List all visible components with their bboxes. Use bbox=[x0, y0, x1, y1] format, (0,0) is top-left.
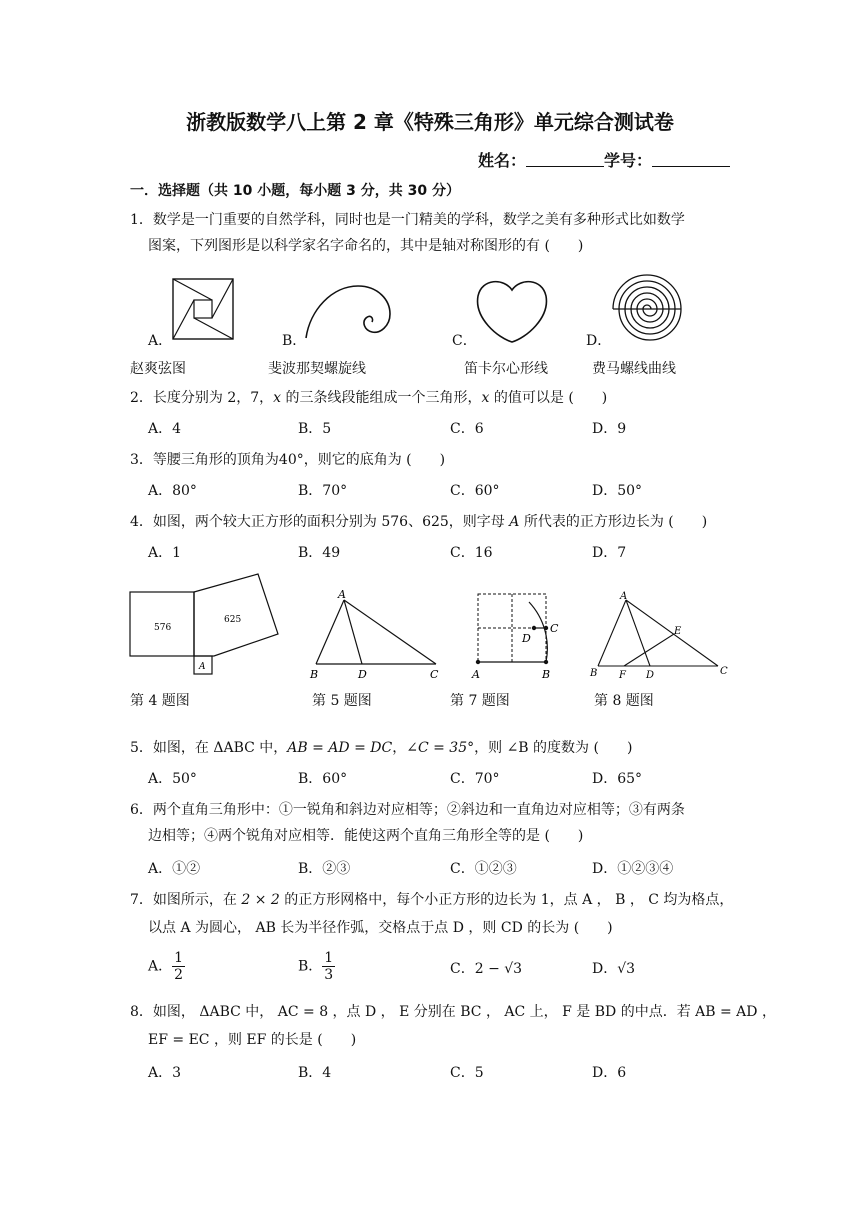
q5-option-c[interactable]: C．70° bbox=[450, 771, 500, 787]
q7-line1-pre: 7．如图所示，在 bbox=[130, 892, 242, 908]
q7-line1-post: 的正方形网格中，每个小正方形的边长为 1，点 A ， B ， C 均为格点， bbox=[279, 892, 734, 908]
name-blank[interactable] bbox=[526, 152, 604, 167]
q8-option-a[interactable]: A．3 bbox=[148, 1065, 182, 1081]
q2-option-c[interactable]: C．6 bbox=[450, 421, 484, 437]
q3-stem: 3．等腰三角形的顶角为40°，则它的底角为 ( ) bbox=[130, 452, 446, 468]
q1-caption-d: 费马螺线曲线 bbox=[592, 361, 676, 377]
page-title: 浙教版数学八上第 2 章《特殊三角形》单元综合测试卷 bbox=[186, 110, 674, 134]
q2-var-x-2: x bbox=[481, 390, 490, 406]
q7-line1 bbox=[130, 888, 733, 913]
q5-eq1: AB = AD = DC bbox=[287, 740, 393, 756]
q4-option-c[interactable]: C．16 bbox=[450, 545, 493, 561]
q7-option-c[interactable]: C．2 − √3 bbox=[450, 961, 523, 977]
q2-option-a[interactable]: A．4 bbox=[148, 421, 182, 437]
fig7-point-c: C bbox=[550, 622, 559, 635]
q2-option-d[interactable]: D．9 bbox=[592, 421, 627, 437]
fig8-point-d: D bbox=[646, 670, 655, 681]
fig8-caption: 第 8 题图 bbox=[594, 693, 654, 709]
q4-option-d[interactable]: D．7 bbox=[592, 545, 627, 561]
q7-option-b-fraction bbox=[322, 950, 335, 983]
q5-option-a[interactable]: A．50° bbox=[148, 771, 197, 787]
q7-line2: 以点 A 为圆心， AB 长为半径作弧，交格点于点 D ，则 CD 的长为 ( ) bbox=[148, 920, 613, 936]
q3-option-b[interactable]: B．70° bbox=[298, 483, 348, 499]
fig4-caption: 第 4 题图 bbox=[130, 693, 190, 709]
q1-option-b[interactable]: B． bbox=[282, 333, 307, 349]
q2-option-b[interactable]: B．5 bbox=[298, 421, 332, 437]
q3-option-a[interactable]: A．80° bbox=[148, 483, 197, 499]
q8-option-c[interactable]: C．5 bbox=[450, 1065, 484, 1081]
q4-stem-post: 所代表的正方形边长为 ( ) bbox=[519, 514, 708, 530]
q7-option-a-label: A． bbox=[148, 958, 173, 975]
q2-var-x: x bbox=[273, 390, 282, 406]
figure-7 bbox=[468, 586, 568, 682]
q7-option-b[interactable] bbox=[298, 950, 335, 983]
q8-line2: EF = EC ，则 EF 的长是 ( ) bbox=[148, 1032, 357, 1048]
fig8-point-c: C bbox=[720, 666, 728, 677]
q3-option-d[interactable]: D．50° bbox=[592, 483, 643, 499]
q7-b-numerator: 1 bbox=[324, 950, 334, 966]
q1-option-c[interactable]: C． bbox=[452, 333, 477, 349]
figure-4 bbox=[128, 568, 284, 680]
q5-eq2: ∠C = 35° bbox=[406, 740, 475, 756]
fig7-point-d: D bbox=[522, 632, 531, 645]
q2-stem-mid: 的三条线段能组成一个三角形， bbox=[281, 390, 482, 406]
q6-option-a[interactable]: A．①② bbox=[148, 861, 201, 877]
fig5-caption: 第 5 题图 bbox=[312, 693, 372, 709]
q6-line1: 6．两个直角三角形中：①一锐角和斜边对应相等；②斜边和一直角边对应相等；③有两条 bbox=[130, 802, 685, 818]
q1-caption-c: 笛卡尔心形线 bbox=[464, 361, 548, 377]
q7-option-a-fraction bbox=[172, 950, 185, 983]
q5-stem-post: ，则 ∠B 的度数为 ( ) bbox=[474, 740, 633, 756]
q2-stem-post: 的值可以是 ( ) bbox=[489, 390, 608, 406]
q7-option-b-label: B． bbox=[298, 958, 323, 975]
q4-stem bbox=[130, 510, 707, 535]
name-label: 姓名： bbox=[477, 151, 526, 170]
q1-line1: 1．数学是一门重要的自然学科，同时也是一门精美的学科，数学之美有多种形式比如数学 bbox=[130, 212, 685, 228]
q4-stem-pre: 4．如图，两个较大正方形的面积分别为 576、625，则字母 bbox=[130, 514, 510, 530]
q5-sep: ， bbox=[392, 740, 407, 756]
fig8-point-f: F bbox=[619, 670, 626, 681]
fig4-label-a: A bbox=[199, 662, 206, 672]
fig8-point-b: B bbox=[590, 668, 598, 679]
q8-line1: 8．如图， ΔABC 中， AC = 8 ，点 D ， E 分别在 BC ， AC 上， F 是 BD 的中点．若 AB = AD ， bbox=[130, 1004, 776, 1020]
q1-line2: 图案，下列图形是以科学家名字命名的，其中是轴对称图形的有 ( ) bbox=[148, 238, 584, 254]
q4-option-b[interactable]: B．49 bbox=[298, 545, 341, 561]
q5-option-d[interactable]: D．65° bbox=[592, 771, 643, 787]
section-heading: 一．选择题（共 10 小题，每小题 3 分，共 30 分） bbox=[130, 183, 460, 199]
q7-option-d[interactable]: D．√3 bbox=[592, 961, 636, 977]
q1-caption-a: 赵爽弦图 bbox=[130, 361, 186, 377]
q7-a-denominator: 2 bbox=[174, 967, 184, 983]
q7-grid: 2 × 2 bbox=[241, 892, 280, 908]
q1-option-d[interactable]: D． bbox=[586, 333, 612, 349]
fig5-point-d: D bbox=[358, 668, 367, 681]
fermat-spiral-figure bbox=[610, 272, 684, 346]
q6-option-c[interactable]: C．①②③ bbox=[450, 861, 517, 877]
q5-stem bbox=[130, 736, 632, 761]
q8-option-d[interactable]: D．6 bbox=[592, 1065, 627, 1081]
q5-option-b[interactable]: B．60° bbox=[298, 771, 348, 787]
id-blank[interactable] bbox=[652, 152, 730, 167]
fig4-label-625: 625 bbox=[224, 615, 242, 625]
q4-option-a[interactable]: A．1 bbox=[148, 545, 182, 561]
fig5-point-b: B bbox=[310, 668, 319, 681]
fig7-caption: 第 7 题图 bbox=[450, 693, 510, 709]
figure-8 bbox=[588, 590, 732, 682]
q6-option-b[interactable]: B．②③ bbox=[298, 861, 351, 877]
q5-stem-pre: 5．如图，在 ΔABC 中， bbox=[130, 740, 288, 756]
figure-5 bbox=[306, 586, 446, 682]
q8-option-b[interactable]: B．4 bbox=[298, 1065, 332, 1081]
id-label: 学号： bbox=[603, 151, 652, 170]
fig8-point-a: A bbox=[620, 591, 628, 602]
cardioid-figure bbox=[474, 276, 550, 344]
q6-line2: 边相等；④两个锐角对应相等．能使这两个直角三角形全等的是 ( ) bbox=[148, 828, 584, 844]
q1-caption-b: 斐波那契螺旋线 bbox=[268, 361, 366, 377]
fig5-point-c: C bbox=[430, 668, 439, 681]
fig8-point-e: E bbox=[674, 626, 682, 637]
zhaoshuang-figure bbox=[172, 278, 234, 340]
q2-stem-pre: 2．长度分别为 2，7， bbox=[130, 390, 274, 406]
student-info-line bbox=[478, 148, 730, 171]
q2-stem bbox=[130, 386, 607, 411]
q7-option-a[interactable] bbox=[148, 950, 185, 983]
fig7-point-a: A bbox=[472, 668, 480, 681]
q3-option-c[interactable]: C．60° bbox=[450, 483, 500, 499]
fibonacci-spiral-figure bbox=[302, 280, 394, 342]
fig5-point-a: A bbox=[338, 588, 346, 601]
fig7-point-b: B bbox=[542, 668, 551, 681]
q6-option-d[interactable]: D．①②③④ bbox=[592, 861, 674, 877]
fig4-label-576: 576 bbox=[154, 623, 172, 633]
q7-a-numerator: 1 bbox=[174, 950, 184, 966]
q1-option-a[interactable]: A． bbox=[148, 333, 173, 349]
q4-letter: A bbox=[509, 514, 520, 530]
q7-b-denominator: 3 bbox=[324, 967, 334, 983]
